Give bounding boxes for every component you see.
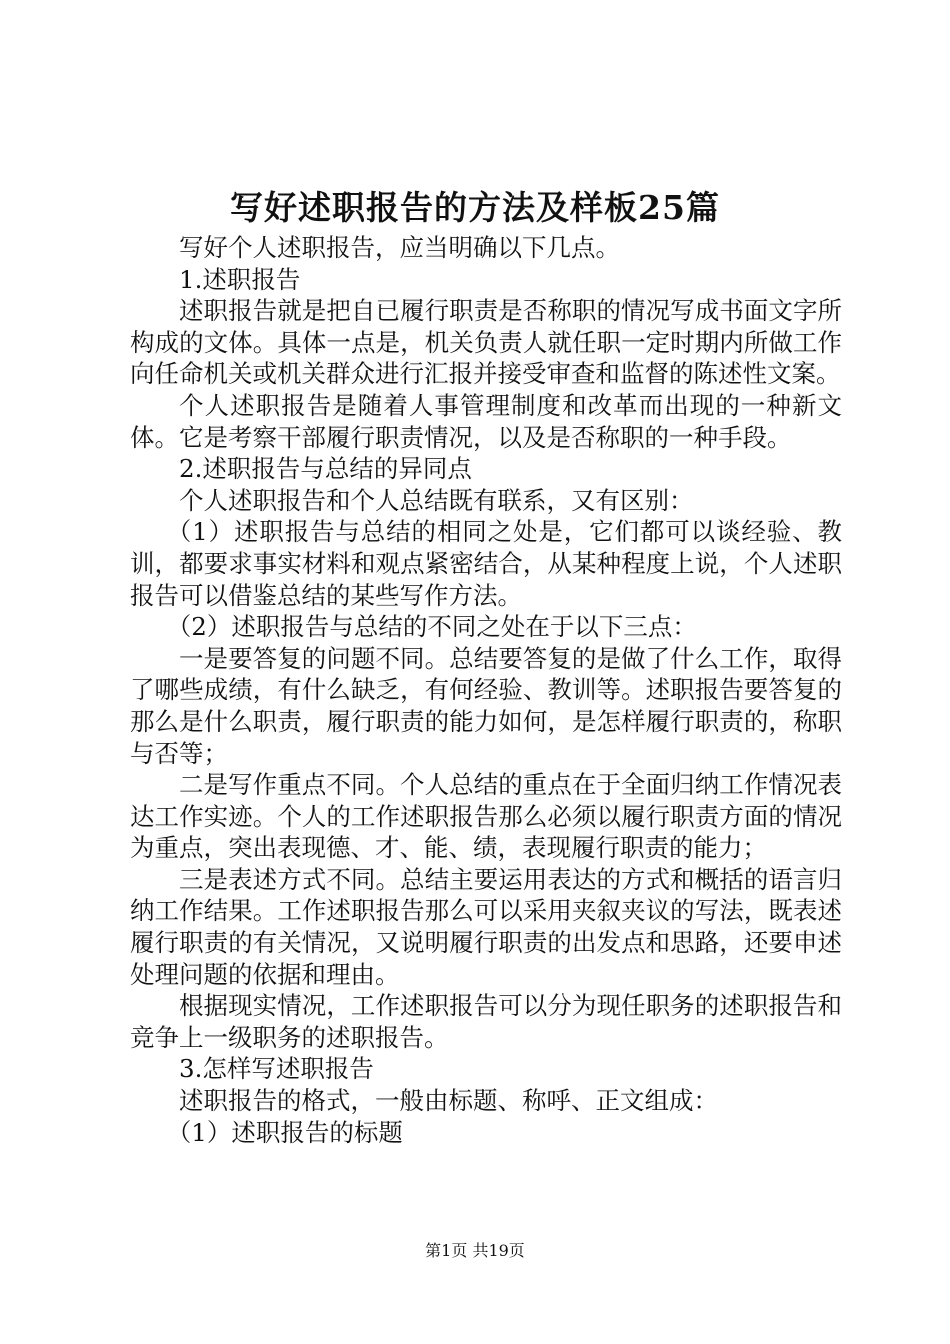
paragraph-difference-1: 一是要答复的问题不同。总结要答复的是做了什么工作，取得了哪些成绩，有什么缺乏，有何经验、教训等。述职报告要答复的那么是什么职责，履行职责的能力如何，是怎样履行职责的，称职与否等； [130, 643, 842, 768]
document-title: 写好述职报告的方法及样板25篇 [230, 188, 720, 227]
paragraph-similarity: （1）述职报告与总结的相同之处是，它们都可以谈经验、教训，都要求事实材料和观点紧密结合，从某种程度上说，个人述职报告可以借鉴总结的某些写作方法。 [130, 517, 842, 610]
section-heading-3: 3.怎样写述职报告 [179, 1054, 374, 1084]
paragraph-intro: 写好个人述职报告，应当明确以下几点。 [179, 233, 620, 262]
document-body [130, 232, 842, 1148]
paragraph-title-item: （1）述职报告的标题 [166, 1117, 403, 1147]
page-footer: 第1页 共19页 [425, 1241, 525, 1260]
paragraph-definition: 述职报告就是把自已履行职责是否称职的情况写成书面文字所构成的文体。具体一点是，机关负责人就任职一定时期内所做工作向任命机关或机关群众进行汇报并接受审查和监督的陈述性文案。 [130, 296, 842, 389]
paragraph-relation: 个人述职报告和个人总结既有联系，又有区别： [179, 485, 694, 515]
section-heading-2: 2.述职报告与总结的异同点 [179, 454, 472, 484]
paragraph-types: 根据现实情况，工作述职报告可以分为现任职务的述职报告和竞争上一级职务的述职报告。 [130, 991, 842, 1052]
section-heading-1: 1.述职报告 [179, 264, 301, 294]
paragraph-difference-2: 二是写作重点不同。个人总结的重点在于全面归纳工作情况表达工作实迹。个人的工作述职报告那么必须以履行职责方面的情况为重点，突出表现德、才、能、绩，表现履行职责的能力； [130, 770, 842, 863]
paragraph-format: 述职报告的格式，一般由标题、称呼、正文组成： [179, 1086, 718, 1116]
paragraph-difference-intro: （2）述职报告与总结的不同之处在于以下三点： [166, 612, 697, 642]
paragraph-difference-3: 三是表述方式不同。总结主要运用表达的方式和概括的语言归纳工作结果。工作述职报告那么可以采用夹叙夹议的写法，既表述履行职责的有关情况，又说明履行职责的出发点和思路，还要申述处理问题的依据和理由。 [130, 864, 842, 989]
paragraph-new-genre: 个人述职报告是随着人事管理制度和改革而出现的一种新文体。它是考察干部履行职责情况，以及是否称职的一种手段。 [130, 390, 842, 452]
